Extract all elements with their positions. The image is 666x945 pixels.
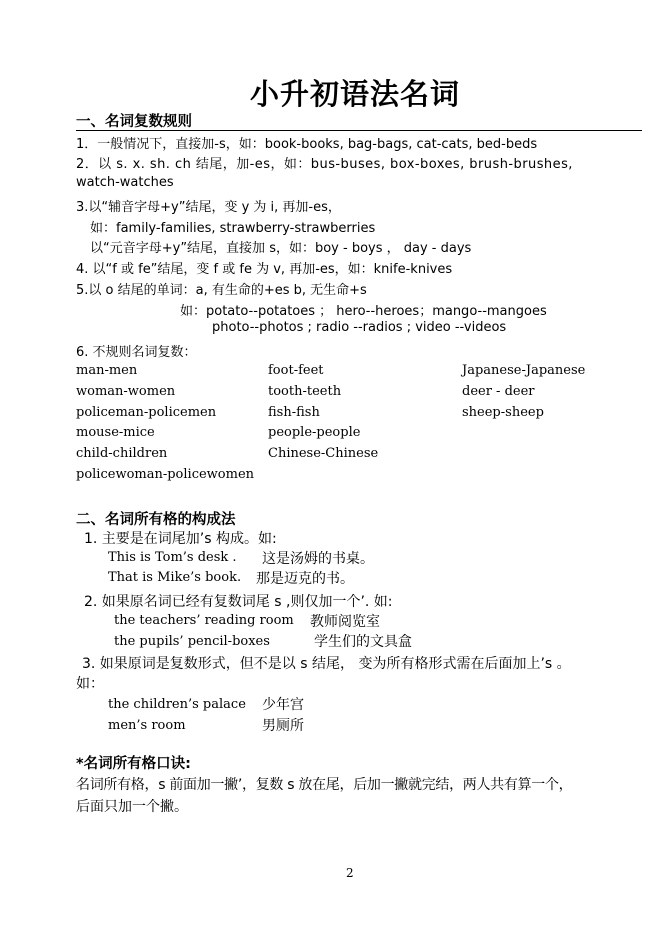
irregular-item: mouse-mice bbox=[76, 425, 155, 440]
irregular-item: sheep-sheep bbox=[462, 405, 544, 420]
possessive-rule-3-continued: 如： bbox=[76, 676, 104, 692]
page-title: 小升初语法名词 bbox=[250, 77, 461, 111]
irregular-item: woman-women bbox=[76, 384, 176, 399]
mnemonic-line-1: 名词所有格，s 前面加一撇’，复数 s 放在尾，后加一撇就完结，两人共有算一个， bbox=[76, 777, 573, 793]
rule-5: 5.以 o 结尾的单词：a, 有生命的+es b, 无生命+s bbox=[76, 283, 367, 298]
example-cn: 教师阅览室 bbox=[310, 614, 380, 630]
rule-1: 1．一般情况下，直接加-s，如：book-books, bag-bags, cat-cats, bed-beds bbox=[76, 137, 538, 152]
example-en: the pupils’ pencil-boxes bbox=[114, 634, 270, 649]
possessive-rule-2: 2. 如果原名词已经有复数词尾 s ,则仅加一个’. 如: bbox=[84, 594, 393, 610]
rule-2: 2．以 s. x. sh. ch 结尾，加-es，如：bus-buses, box-boxes, brush-brushes, bbox=[76, 157, 573, 172]
heading-rule bbox=[76, 130, 642, 131]
irregular-item: foot-feet bbox=[268, 363, 324, 378]
example-en: the children’s palace bbox=[108, 697, 246, 712]
rule-5-example-1: 如：potato--potatoes ； hero--heroes；mango--mangoes bbox=[180, 304, 547, 319]
irregular-item: policewoman-policewomen bbox=[76, 467, 255, 482]
rule-5-example-2: photo--photos ; radio --radios ; video --videos bbox=[212, 320, 507, 335]
rule-4: 4. 以“f 或 fe”结尾，变 f 或 fe 为 v, 再加-es，如：knife-knives bbox=[76, 262, 453, 277]
irregular-item: deer - deer bbox=[462, 384, 535, 399]
rule-3: 3.以“辅音字母+y”结尾，变 y 为 i, 再加-es， bbox=[76, 200, 341, 215]
possessive-rule-3: 3. 如果原词是复数形式，但不是以 s 结尾， 变为所有格形式需在后面加上’s 。 bbox=[82, 656, 571, 672]
section-heading-plural-rules: 一、名词复数规则 bbox=[76, 114, 192, 130]
irregular-item: child-children bbox=[76, 446, 168, 461]
example-en: the teachers’ reading room bbox=[114, 613, 294, 628]
rule-2-continued: watch-watches bbox=[76, 175, 174, 190]
rule-3-example: 如：family-families, strawberry-strawberries bbox=[90, 221, 376, 236]
example-cn: 少年宫 bbox=[262, 697, 304, 713]
irregular-item: man-men bbox=[76, 363, 138, 378]
rule-3-vowel-y: 以“元音字母+y”结尾，直接加 s，如：boy - boys ， day - days bbox=[90, 241, 472, 256]
irregular-item: tooth-teeth bbox=[268, 384, 342, 399]
rule-6: 6. 不规则名词复数： bbox=[76, 345, 197, 360]
example-cn: 男厕所 bbox=[262, 718, 304, 734]
irregular-item: fish-fish bbox=[268, 405, 320, 420]
section-heading-possessive: 二、名词所有格的构成法 bbox=[76, 512, 236, 528]
irregular-item: policeman-policemen bbox=[76, 405, 217, 420]
irregular-item: Japanese-Japanese bbox=[462, 363, 586, 378]
example-en: men’s room bbox=[108, 718, 186, 733]
mnemonic-line-2: 后面只加一个撇。 bbox=[76, 799, 188, 815]
irregular-item: people-people bbox=[268, 425, 361, 440]
example-cn: 那是迈克的书。 bbox=[256, 571, 354, 587]
example-cn: 学生们的文具盒 bbox=[314, 634, 412, 650]
page-number: 2 bbox=[346, 866, 354, 880]
irregular-item: Chinese-Chinese bbox=[268, 446, 379, 461]
example-en: That is Mike’s book. bbox=[108, 570, 242, 585]
example-en: This is Tom’s desk . bbox=[108, 550, 237, 565]
example-cn: 这是汤姆的书桌。 bbox=[262, 551, 374, 567]
possessive-rule-1: 1. 主要是在词尾加’s 构成。如: bbox=[84, 531, 277, 547]
section-heading-mnemonic: *名词所有格口诀: bbox=[76, 756, 191, 772]
